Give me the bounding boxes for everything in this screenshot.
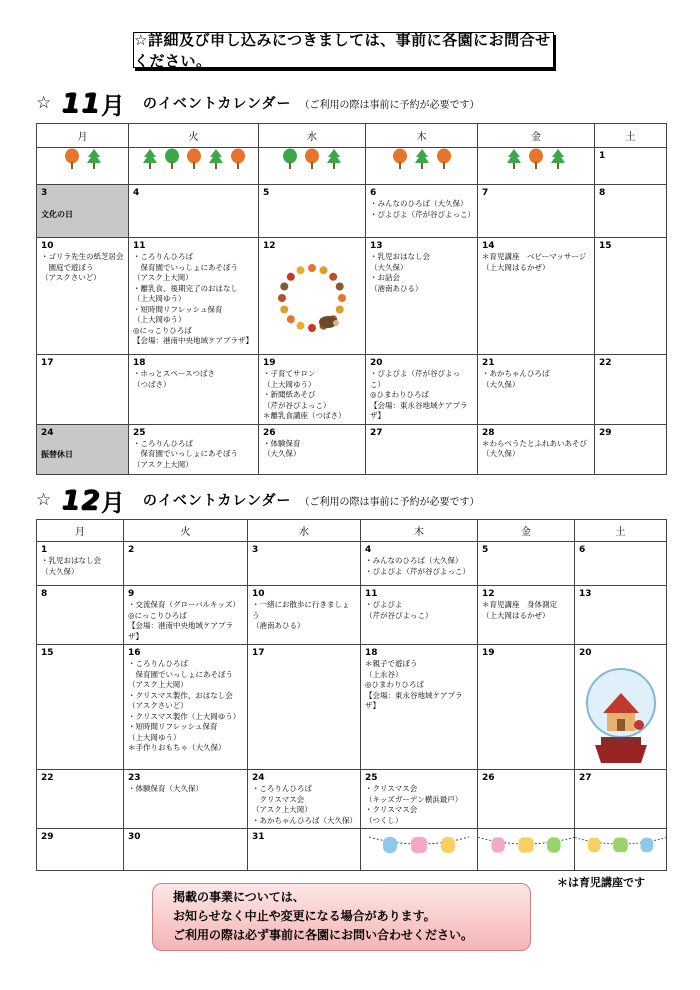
- calendar-day-cell: [575, 586, 667, 645]
- calendar-day-cell: [37, 770, 124, 829]
- notice-line: ご利用の際は必ず事前に各園にお問い合わせください。: [173, 928, 474, 942]
- november-header: [36, 88, 480, 118]
- day-number: 3: [41, 188, 48, 198]
- month-number: 12: [61, 484, 101, 516]
- tree-decoration: [259, 148, 365, 170]
- autumn-wreath-icon: [272, 258, 352, 338]
- calendar-week-row: [37, 424, 667, 474]
- calendar-day-cell: [366, 148, 478, 185]
- day-number: 15: [41, 648, 54, 658]
- day-number: 18: [133, 358, 146, 368]
- calendar-subtitle: （ご利用の際は事前に予約が必要です）: [299, 99, 480, 111]
- fir-tree-icon: [86, 148, 102, 170]
- calendar-day-cell: [478, 185, 595, 238]
- calendar-day-cell: [366, 355, 478, 425]
- day-number: 16: [128, 648, 141, 658]
- calendar-day-cell: [478, 586, 575, 645]
- calendar-day-cell: [248, 829, 361, 871]
- calendar-week-row: [37, 829, 667, 871]
- calendar-day-cell: [248, 770, 361, 829]
- day-number: 12: [482, 589, 495, 599]
- day-number: 19: [263, 358, 276, 368]
- month-char: 月: [100, 91, 125, 120]
- calendar-day-cell: [37, 645, 124, 770]
- snow-globe-icon: [581, 663, 661, 767]
- calendar-day-cell: [478, 770, 575, 829]
- day-number: 6: [370, 188, 377, 198]
- calendar-day-cell: [595, 355, 667, 425]
- event-list: ・ホっとスペースつばさ （つばさ）: [133, 369, 216, 389]
- day-number: 24: [41, 427, 54, 438]
- day-number: 9: [128, 589, 135, 599]
- calendar-day-cell: [366, 238, 478, 355]
- top-notice: ☆詳細及び申し込みにつきましては、事前に各園にお問合せください。: [133, 32, 554, 68]
- calendar-day-cell: [37, 586, 124, 645]
- day-number: 26: [482, 773, 495, 783]
- event-list: ・みんなのひろば（大久保） ・ぴよぴよ（芹が谷ぴよっこ）: [365, 556, 470, 576]
- mitten-decoration: [361, 829, 477, 859]
- calendar-day-cell: [129, 185, 259, 238]
- calendar-day-cell: [575, 829, 667, 871]
- calendar-day-cell: [361, 586, 478, 645]
- day-number: 31: [252, 832, 265, 842]
- calendar-week-row: [37, 586, 667, 645]
- calendar-day-cell: [124, 770, 248, 829]
- calendar-day-cell: [595, 185, 667, 238]
- event-list: ・体験保育（大久保）: [128, 784, 203, 793]
- month-number: 11: [61, 87, 101, 119]
- calendar-day-cell: [37, 185, 129, 238]
- star-icon: ☆: [36, 490, 52, 510]
- event-list: ・ころりんひろば 保育園でいっしょにあそぼう （アスク上大岡） ・離乳食、後期完了のおはなし （上大岡ゆう） ・短時間リフレッシュ保育 （上大岡ゆう） ◎にっこりひろば 【会場：港南中央地域ケアプラザ】: [133, 252, 253, 345]
- autumn-tree-icon: [230, 148, 246, 170]
- day-number: 13: [579, 589, 592, 599]
- day-number: 18: [365, 648, 378, 658]
- event-list: ・クリスマス会 （キッズガーデン横浜最戸） ・クリスマス会 （つくし）: [365, 784, 463, 825]
- weekday-header: 土: [595, 124, 667, 148]
- day-number: 29: [599, 427, 612, 438]
- star-icon: ☆: [36, 93, 52, 113]
- calendar-day-cell: [478, 829, 575, 871]
- bottom-notice: [152, 883, 531, 951]
- event-list: ・ぴよぴよ （芹が谷ぴよっこ）: [365, 600, 433, 620]
- calendar-day-cell: [366, 424, 478, 474]
- calendar-day-cell: [259, 355, 366, 425]
- calendar-day-cell: [575, 770, 667, 829]
- calendar-day-cell: [361, 829, 478, 871]
- calendar-day-cell: [478, 424, 595, 474]
- day-number: 3: [252, 545, 259, 555]
- calendar-day-cell: [37, 829, 124, 871]
- calendar-day-cell: [361, 770, 478, 829]
- autumn-tree-icon: [436, 148, 452, 170]
- day-number: 17: [252, 648, 265, 658]
- calendar-day-cell: [37, 238, 129, 355]
- calendar-day-cell: [124, 829, 248, 871]
- weekday-header: 木: [366, 124, 478, 148]
- ikuji-note: ＊は育児講座です: [557, 876, 645, 889]
- autumn-tree-icon: [304, 148, 320, 170]
- event-list: ＊親子で遊ぼう （上永谷） ◎ひまわりひろば 【会場：東永谷地域ケアプラザ】: [365, 659, 463, 710]
- green-tree-icon: [282, 148, 298, 170]
- calendar-week-row: [37, 148, 667, 185]
- mitten-icon: [478, 829, 574, 859]
- calendar-day-cell: [478, 355, 595, 425]
- event-list: ・乳児おはなし会 （大久保） ・お話会 （港南あひる）: [370, 252, 430, 293]
- calendar-day-cell: [478, 542, 575, 586]
- event-list: ・みんなのひろば（大久保） ・ぴよぴよ（芹が谷ぴよっこ）: [370, 199, 475, 219]
- calendar-day-cell: [361, 645, 478, 770]
- calendar-day-cell: [37, 148, 129, 185]
- calendar-week-row: [37, 645, 667, 770]
- calendar-day-cell: [478, 148, 595, 185]
- calendar-week-row: [37, 355, 667, 425]
- calendar-week-row: [37, 238, 667, 355]
- day-number: 10: [252, 589, 265, 599]
- event-list: ・ゴリラ先生の紙芝居会 園庭で遊ぼう （アスクさいど）: [41, 252, 124, 282]
- tree-decoration: [129, 148, 258, 170]
- event-list: ・あかちゃんひろば （大久保）: [482, 369, 550, 389]
- calendar-day-cell: [37, 355, 129, 425]
- day-number: 5: [482, 545, 489, 555]
- calendar-title: のイベントカレンダー: [142, 493, 292, 509]
- calendar-day-cell: [259, 238, 366, 355]
- calendar-week-row: [37, 770, 667, 829]
- calendar-day-cell: [361, 542, 478, 586]
- day-number: 13: [370, 241, 383, 251]
- day-number: 4: [133, 188, 140, 198]
- event-list: ・交流保育（グローバルキッズ） ◎にっこりひろば 【会場：港南中央地域ケアプラザ】: [128, 600, 240, 641]
- tree-decoration: [37, 148, 128, 170]
- calendar-day-cell: [129, 148, 259, 185]
- day-number: 1: [41, 545, 48, 555]
- day-number: 19: [482, 648, 495, 658]
- day-number: 27: [579, 773, 592, 783]
- event-list: ・体験保育 （大久保）: [263, 438, 301, 458]
- calendar-day-cell: [259, 148, 366, 185]
- calendar-day-cell: [37, 424, 129, 474]
- fir-tree-icon: [550, 148, 566, 170]
- day-number: 1: [599, 151, 606, 161]
- weekday-header: 月: [37, 520, 124, 542]
- day-number: 11: [133, 241, 146, 251]
- fir-tree-icon: [414, 148, 430, 170]
- calendar-week-row: [37, 185, 667, 238]
- calendar-day-cell: [595, 424, 667, 474]
- day-number: 25: [365, 773, 378, 783]
- holiday-label: 文化の日: [41, 210, 73, 219]
- day-number: 21: [482, 358, 495, 368]
- fir-tree-icon: [326, 148, 342, 170]
- fir-tree-icon: [506, 148, 522, 170]
- event-list: ・ころりんひろば 保育園でいっしょにあそぼう （アスク上大岡）: [133, 438, 238, 469]
- day-number: 15: [599, 241, 612, 251]
- day-number: 6: [579, 545, 586, 555]
- calendar-day-cell: [595, 148, 667, 185]
- day-number: 30: [128, 832, 141, 842]
- mitten-icon: [369, 829, 469, 859]
- weekday-header: 火: [124, 520, 248, 542]
- event-list: ＊育児講座 ベビーマッサージ （上大岡はるかぜ）: [482, 252, 587, 272]
- day-number: 22: [41, 773, 54, 783]
- mitten-decoration: [478, 829, 574, 859]
- autumn-tree-icon: [64, 148, 80, 170]
- november-calendar: [36, 123, 667, 475]
- day-number: 26: [263, 427, 276, 438]
- event-list: ・乳児おはなし会 （大久保）: [41, 556, 101, 576]
- autumn-tree-icon: [528, 148, 544, 170]
- autumn-tree-icon: [186, 148, 202, 170]
- holiday-label: 振替休日: [41, 449, 73, 459]
- notice-line: お知らせなく中止や変更になる場合があります。: [173, 909, 436, 923]
- day-number: 5: [263, 188, 270, 198]
- day-number: 11: [365, 589, 378, 599]
- weekday-header: 木: [361, 520, 478, 542]
- calendar-day-cell: [124, 645, 248, 770]
- weekday-header: 水: [248, 520, 361, 542]
- notice-line: 掲載の事業については、: [173, 890, 305, 904]
- day-number: 4: [365, 545, 372, 555]
- calendar-day-cell: [129, 424, 259, 474]
- day-number: 24: [252, 773, 265, 783]
- event-list: ・ころりんひろば クリスマス会 （アスク上大岡） ・あかちゃんひろば（大久保）: [252, 784, 357, 825]
- calendar-day-cell: [124, 586, 248, 645]
- day-number: 14: [482, 241, 495, 251]
- event-list: ・子育てサロン （上大岡ゆう） ・新聞紙あそび （芹が谷ぴよっこ） ＊離乳食講座（つばさ）: [263, 369, 346, 420]
- weekday-header: 金: [478, 124, 595, 148]
- day-number: 7: [482, 188, 489, 198]
- month-char: 月: [100, 488, 125, 517]
- calendar-day-cell: [595, 238, 667, 355]
- calendar-day-cell: [575, 645, 667, 770]
- event-list: ・ころりんひろば 保育園でいっしょにあそぼう （アスク上大岡） ・クリスマス製作、おはなし会 （アスクさいど） ・クリスマス製作（上大岡ゆう） ・短時間リフレッシュ保育 （上大岡ゆう） ＊手作りおもちゃ（大久保）: [128, 659, 241, 752]
- mitten-decoration: [575, 829, 666, 859]
- calendar-day-cell: [259, 424, 366, 474]
- event-list: ・一緒にお散歩に行きましょう （港南あひる）: [252, 600, 350, 630]
- event-list: ・ぴよぴよ（芹が谷ぴよっこ） ◎ひまわりひろば 【会場：東永谷地域ケアプラザ】: [370, 369, 468, 420]
- calendar-day-cell: [248, 542, 361, 586]
- tree-decoration: [366, 148, 477, 170]
- december-calendar: [36, 519, 667, 871]
- weekday-header: 月: [37, 124, 129, 148]
- calendar-day-cell: [575, 542, 667, 586]
- calendar-day-cell: [259, 185, 366, 238]
- calendar-day-cell: [366, 185, 478, 238]
- day-number: 8: [599, 188, 606, 198]
- day-number: 20: [579, 648, 592, 658]
- event-list: ＊育児講座 身体測定 （上大岡はるかぜ）: [482, 600, 557, 620]
- day-number: 29: [41, 832, 54, 842]
- fir-tree-icon: [142, 148, 158, 170]
- day-number: 12: [263, 241, 276, 251]
- calendar-day-cell: [478, 238, 595, 355]
- calendar-day-cell: [478, 645, 575, 770]
- green-tree-icon: [164, 148, 180, 170]
- day-number: 22: [599, 358, 612, 368]
- december-header: [36, 485, 480, 515]
- weekday-header: 水: [259, 124, 366, 148]
- calendar-subtitle: （ご利用の際は事前に予約が必要です）: [299, 496, 480, 508]
- weekday-header: 火: [129, 124, 259, 148]
- fir-tree-icon: [208, 148, 224, 170]
- calendar-day-cell: [248, 645, 361, 770]
- tree-decoration: [478, 148, 594, 170]
- day-number: 10: [41, 241, 54, 251]
- weekday-header: 金: [478, 520, 575, 542]
- calendar-day-cell: [37, 542, 124, 586]
- calendar-day-cell: [129, 355, 259, 425]
- event-list: ＊わらべうたとふれあいあそび （大久保）: [482, 438, 587, 458]
- day-number: 28: [482, 427, 495, 438]
- day-number: 20: [370, 358, 383, 368]
- calendar-day-cell: [248, 586, 361, 645]
- day-number: 8: [41, 589, 48, 599]
- autumn-tree-icon: [392, 148, 408, 170]
- calendar-day-cell: [129, 238, 259, 355]
- calendar-day-cell: [124, 542, 248, 586]
- calendar-week-row: [37, 542, 667, 586]
- day-number: 23: [128, 773, 141, 783]
- day-number: 2: [128, 545, 135, 555]
- weekday-header: 土: [575, 520, 667, 542]
- day-number: 25: [133, 427, 146, 438]
- mitten-icon: [575, 829, 666, 859]
- day-number: 27: [370, 427, 383, 438]
- calendar-title: のイベントカレンダー: [142, 96, 292, 112]
- day-number: 17: [41, 358, 54, 368]
